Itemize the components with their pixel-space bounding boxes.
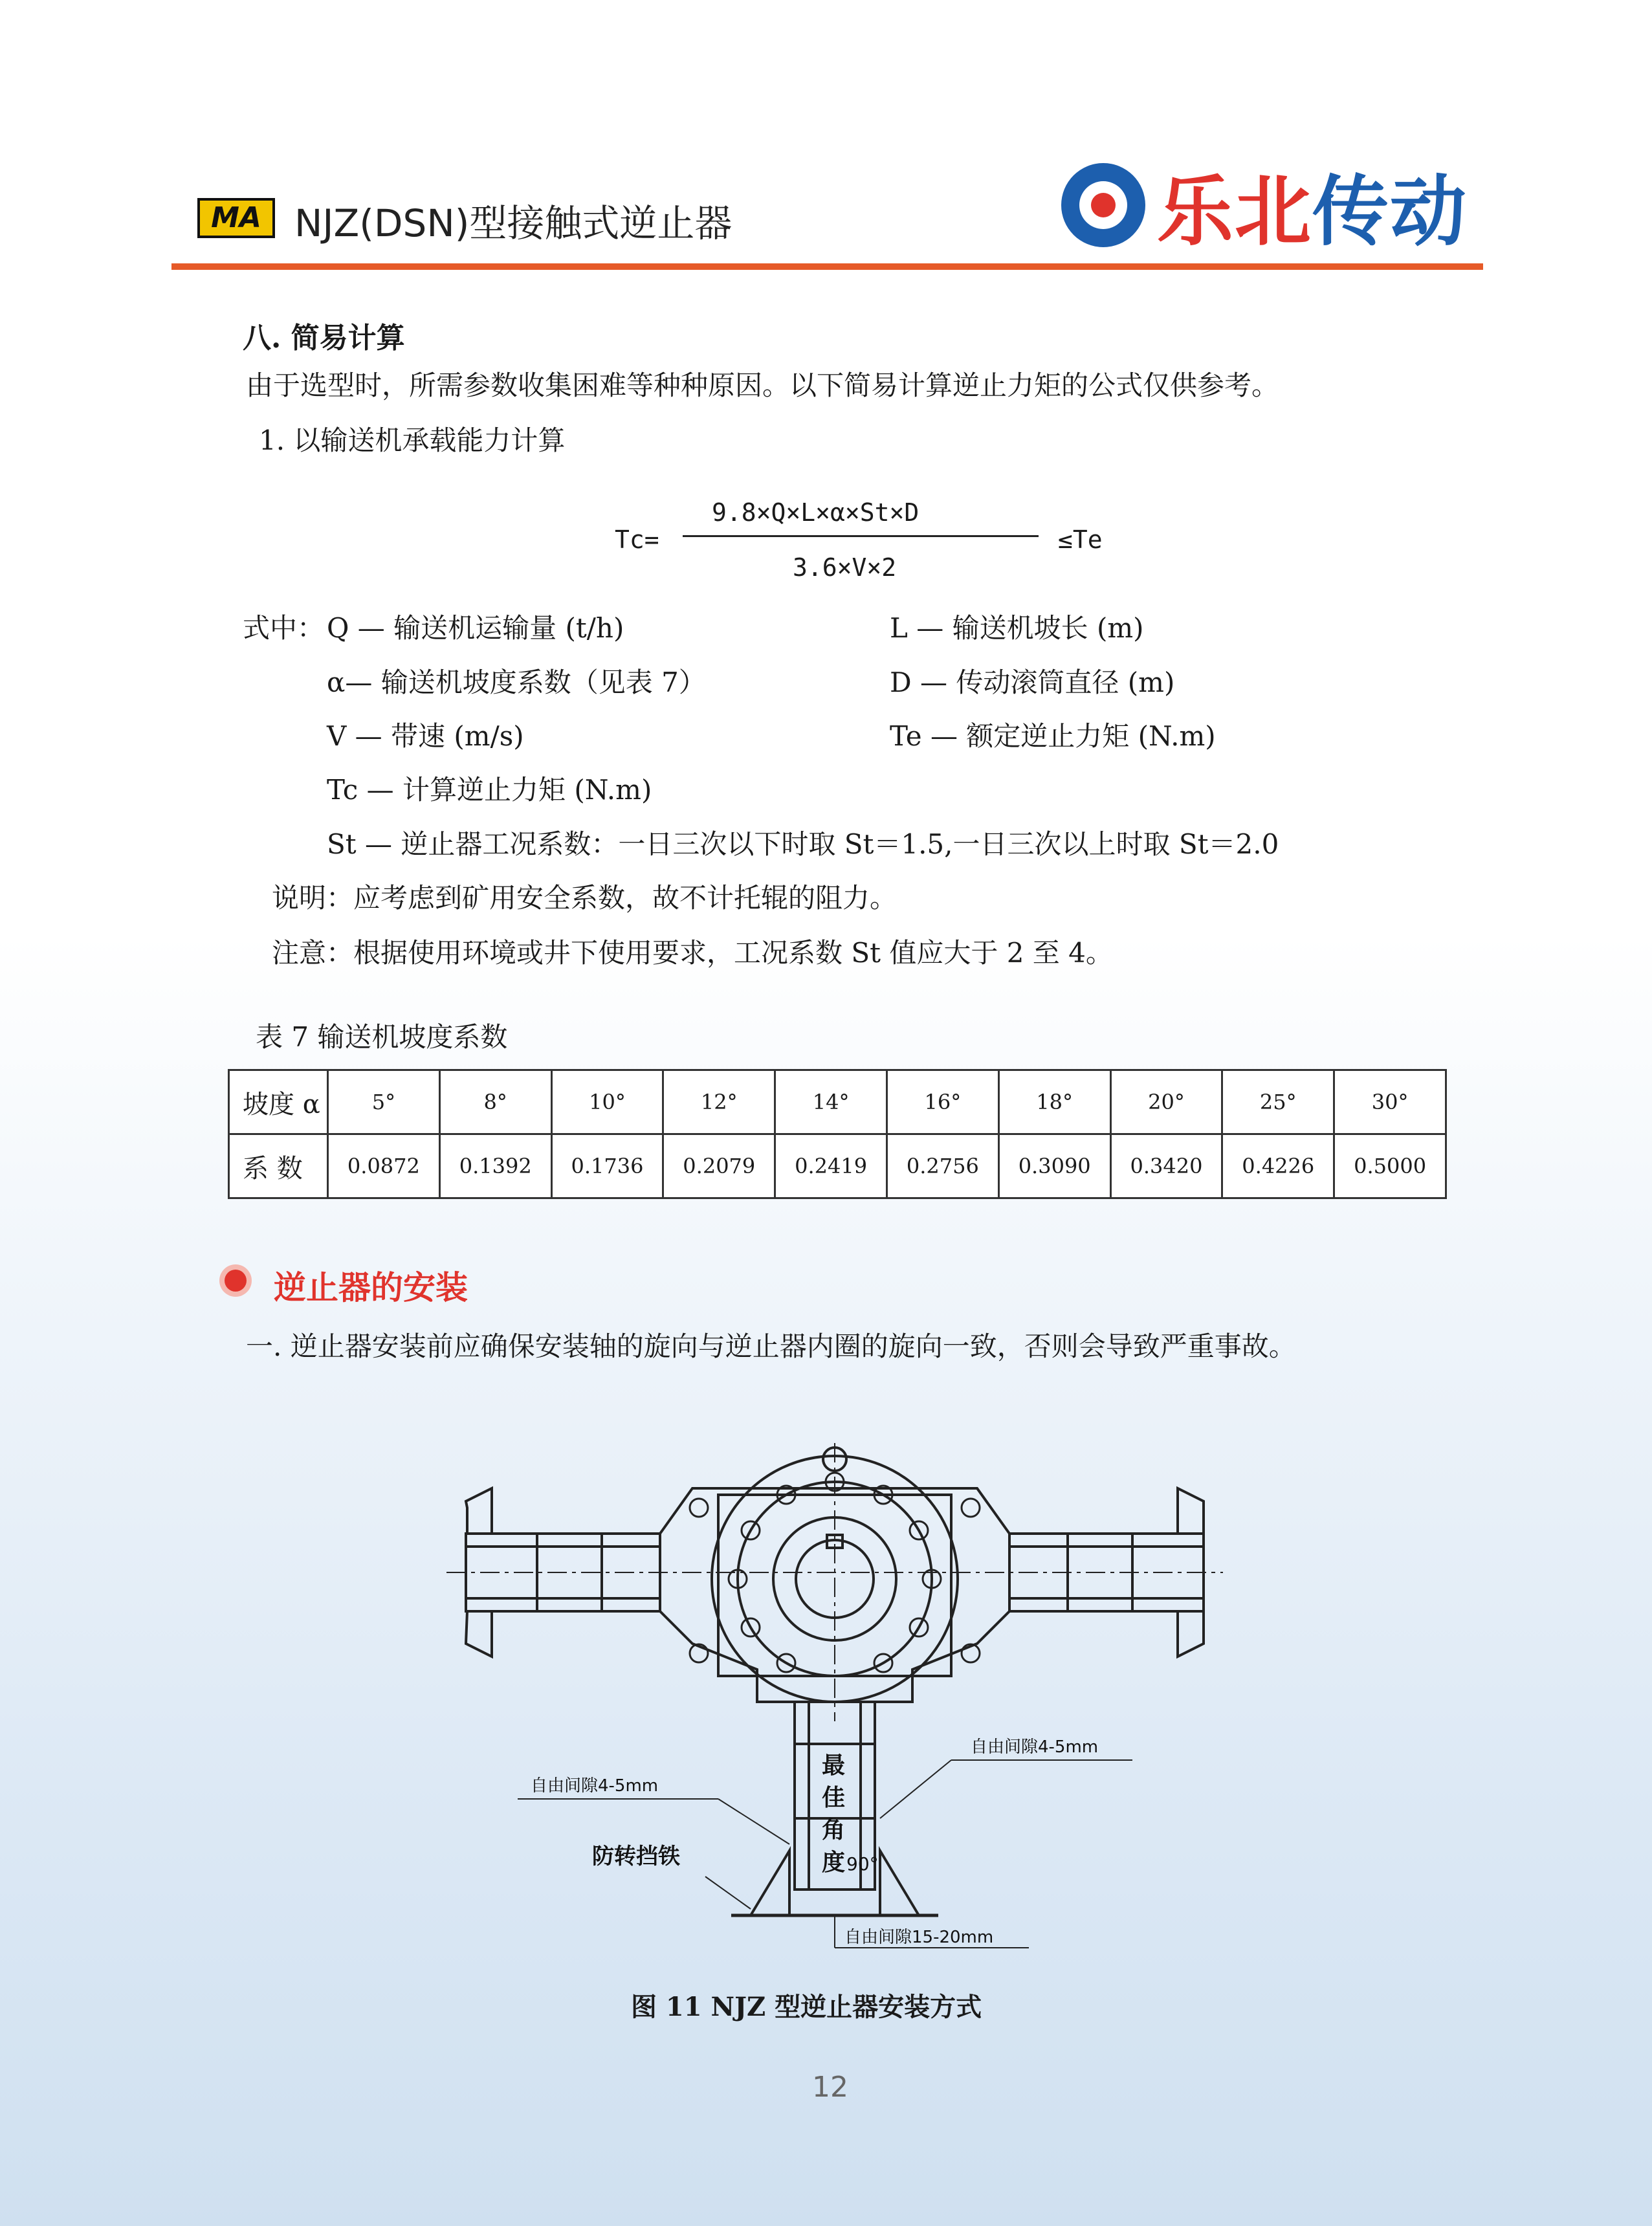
figure-caption: 图 11 NJZ 型逆止器安装方式 xyxy=(631,1992,982,2022)
table-header-angle: 坡度 α xyxy=(229,1070,328,1134)
install-item-1: 一. 逆止器安装前应确保安装轴的旋向与逆止器内圈的旋向一致，否则会导致严重事故。 xyxy=(246,1330,1296,1362)
calc-intro: 由于选型时，所需参数收集困难等种种原因。以下简易计算逆止力矩的公式仅供参考。 xyxy=(246,369,1279,401)
right-bottom-bracket xyxy=(1178,1611,1204,1657)
formula-denominator: 3.6×V×2 xyxy=(793,553,897,582)
table-cell: 0.3090 xyxy=(998,1134,1110,1198)
table-cell: 0.0872 xyxy=(328,1134,440,1198)
table-cell: 12° xyxy=(663,1070,775,1134)
table-cell: 5° xyxy=(328,1070,440,1134)
table-cell: 14° xyxy=(775,1070,887,1134)
table-cell: 0.5000 xyxy=(1334,1134,1446,1198)
formula-fraction-bar xyxy=(683,535,1039,537)
var-l: L — 输送机坡长 (m) xyxy=(890,612,1144,644)
section-title-calc: 八. 简易计算 xyxy=(243,322,405,355)
angle-value: 90° xyxy=(846,1853,879,1875)
brand-circle-icon xyxy=(1061,163,1145,247)
table-cell: 0.1392 xyxy=(439,1134,551,1198)
table-header-coefficient: 系 数 xyxy=(229,1134,328,1198)
stopper-label: 防转挡铁 xyxy=(592,1844,680,1869)
document-title: NJZ(DSN)型接触式逆止器 xyxy=(294,201,732,245)
brand-name-part1: 乐北 xyxy=(1157,167,1313,256)
gap-label-right: 自由间隙4-5mm xyxy=(971,1737,1099,1757)
leader-line-left xyxy=(718,1799,789,1844)
ma-safety-logo: MA xyxy=(197,198,275,238)
brand-name xyxy=(1157,150,1468,260)
brand-logo xyxy=(1061,150,1468,260)
gap-label-bottom: 自由间隙15-20mm xyxy=(844,1928,994,1947)
var-te: Te — 额定逆止力矩 (N.m) xyxy=(890,720,1216,752)
var-d: D — 传动滚筒直径 (m) xyxy=(890,667,1175,698)
var-st: St — 逆止器工况系数：一日三次以下时取 St＝1.5,一日三次以上时取 St＝2.0 xyxy=(327,828,1279,860)
table-caption: 表 7 输送机坡度系数 xyxy=(256,1021,508,1053)
table-cell: 30° xyxy=(1334,1070,1446,1134)
table-cell: 0.2419 xyxy=(775,1134,887,1198)
variables-prefix: 式中： xyxy=(243,612,325,644)
right-top-bracket xyxy=(1178,1488,1204,1534)
table-cell: 18° xyxy=(998,1070,1110,1134)
calc-subtitle: 1. 以输送机承载能力计算 xyxy=(259,424,566,456)
best-angle-char: 最 xyxy=(822,1752,846,1779)
best-angle-char: 角 xyxy=(822,1817,846,1844)
note-explanation: 说明：应考虑到矿用安全系数，故不计托辊的阻力。 xyxy=(272,882,898,914)
table-cell: 0.3420 xyxy=(1110,1134,1222,1198)
var-alpha: α— 输送机坡度系数（见表 7） xyxy=(327,667,706,698)
var-v: V — 带速 (m/s) xyxy=(327,720,524,752)
best-angle-char: 度 xyxy=(822,1849,846,1876)
table-cell: 0.2756 xyxy=(887,1134,998,1198)
var-tc: Tc — 计算逆止力矩 (N.m) xyxy=(327,774,652,806)
leader-line-stopper xyxy=(705,1877,751,1909)
table-row-coefficients xyxy=(229,1134,1446,1198)
installation-drawing xyxy=(446,1398,1223,1967)
best-angle-char: 佳 xyxy=(822,1785,846,1811)
leader-line-right xyxy=(880,1760,951,1818)
var-q: Q — 输送机运输量 (t/h) xyxy=(327,612,624,644)
header-divider xyxy=(171,263,1483,270)
brand-name-part2: 传动 xyxy=(1312,167,1468,256)
section-title-install: 逆止器的安装 xyxy=(274,1269,468,1306)
table-cell: 25° xyxy=(1222,1070,1334,1134)
table-cell: 0.1736 xyxy=(551,1134,663,1198)
left-stopper xyxy=(751,1851,789,1915)
bullet-icon xyxy=(225,1270,247,1292)
table-cell: 0.2079 xyxy=(663,1134,775,1198)
formula-rhs: ≤Te xyxy=(1058,525,1103,554)
slope-coefficient-table xyxy=(228,1069,1447,1199)
left-bottom-bracket xyxy=(466,1611,492,1657)
formula-numerator: 9.8×Q×L×α×St×D xyxy=(712,498,920,527)
right-stopper xyxy=(880,1851,919,1915)
table-cell: 0.4226 xyxy=(1222,1134,1334,1198)
table-cell: 20° xyxy=(1110,1070,1222,1134)
left-top-bracket xyxy=(466,1488,492,1534)
page-number: 12 xyxy=(812,2071,848,2104)
table-row-angles xyxy=(229,1070,1446,1134)
note-caution: 注意：根据使用环境或井下使用要求，工况系数 St 值应大于 2 至 4。 xyxy=(272,937,1113,969)
table-cell: 16° xyxy=(887,1070,998,1134)
table-cell: 10° xyxy=(551,1070,663,1134)
gap-label-left: 自由间隙4-5mm xyxy=(531,1776,659,1796)
table-cell: 8° xyxy=(439,1070,551,1134)
formula-lhs: Tc= xyxy=(615,525,659,554)
